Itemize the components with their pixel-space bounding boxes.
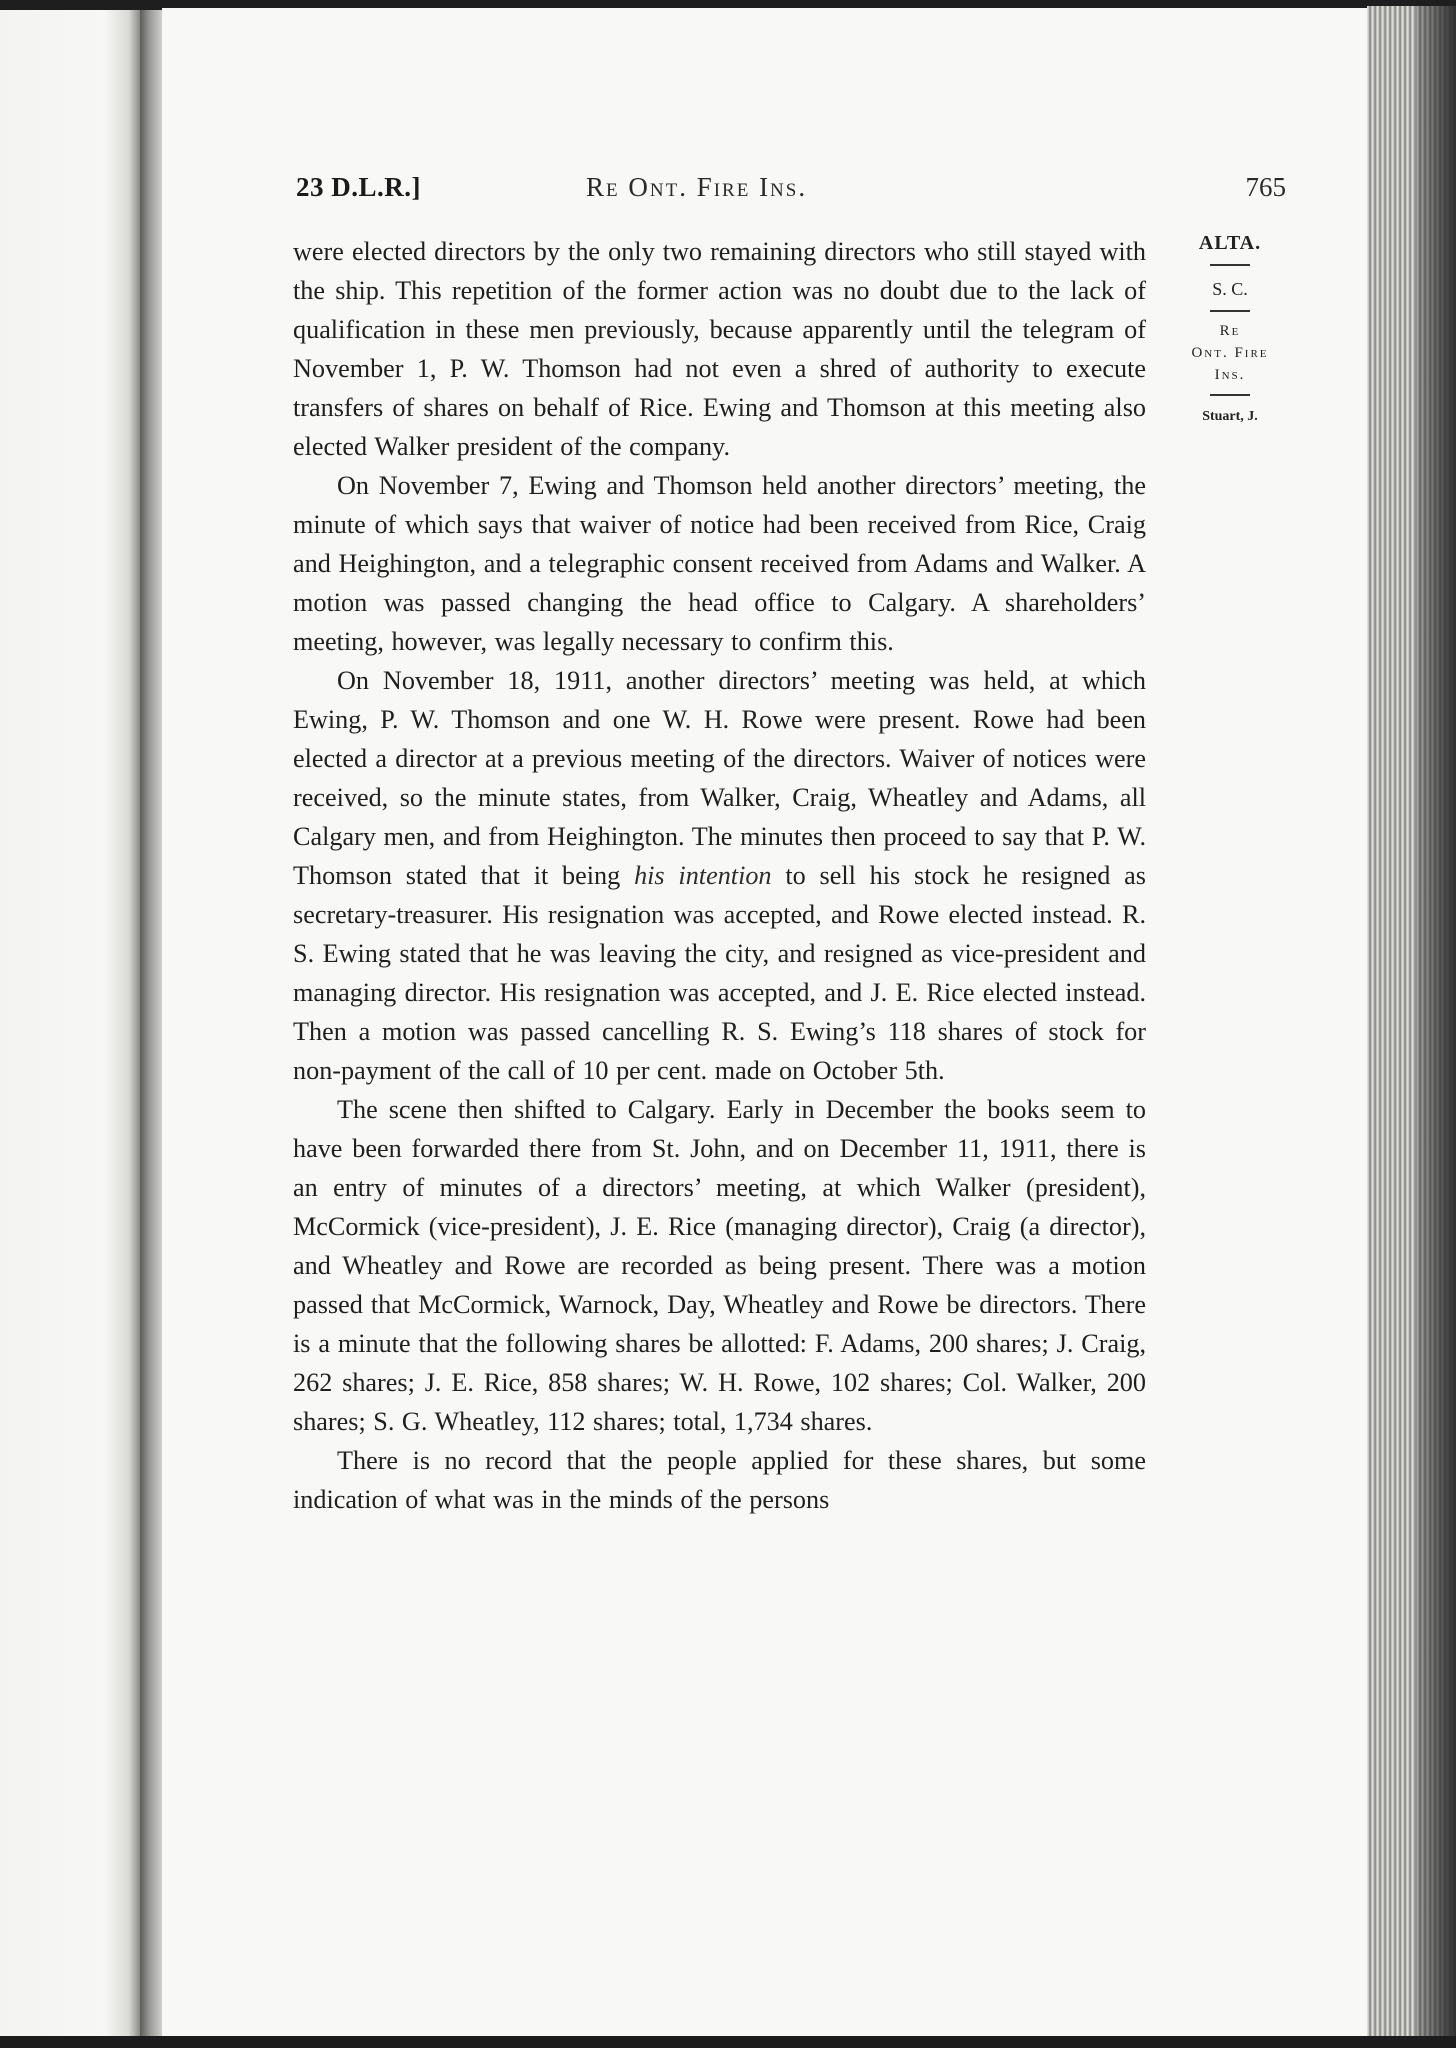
- margin-court: S. C.: [1212, 279, 1248, 299]
- margin-rule: [1210, 394, 1250, 396]
- margin-judge: Stuart, J.: [1202, 409, 1258, 424]
- running-head: [296, 172, 1286, 212]
- margin-rule: [1210, 310, 1250, 312]
- margin-note: [1170, 230, 1290, 430]
- volume-reference: 23 D.L.R.]: [296, 172, 421, 202]
- margin-case-line-2: Ont. Fire: [1191, 345, 1269, 361]
- body-text: [293, 232, 1146, 1519]
- paragraph: On November 7, Ewing and Thomson held another directors’ meeting, the minute of which says that waiver of notice had been received from Rice, Craig and Heighington, and a telegraphic consent received from Adams and Walker. A motion was passed changing the head office to Calgary. A shareholders’ meeting, however, was legally necessary to confirm this.: [293, 471, 1146, 656]
- margin-rule: [1210, 264, 1250, 266]
- margin-province: ALTA.: [1198, 232, 1262, 254]
- paragraph: The scene then shifted to Calgary. Early in December the books seem to have been forwarded there from St. John, and on December 11, 1911, there is an entry of minutes of a directors’ meeting, at which Walker (president), McCormick (vice-president), J. E. Rice (managing director), Craig (a director), and Wheatley and Rowe are recorded as being present. There was a motion passed that McCormick, Warnock, Day, Wheatley and Rowe be directors. There is a minute that the following shares be allotted: F. Adams, 200 shares; J. Craig, 262 shares; J. E. Rice, 858 shares; W. H. Rowe, 102 shares; Col. Walker, 200 shares; S. G. Wheatley, 112 shares; total, 1,734 shares.: [293, 1095, 1146, 1436]
- margin-case-line-1: Re: [1219, 323, 1241, 339]
- margin-case-line-3: Ins.: [1214, 367, 1246, 383]
- facing-page-edge: [0, 10, 140, 2040]
- paragraph-text: to sell his stock he resigned as secretary-treasurer. His resignation was accepted, and Rowe elected instead. R. S. Ewing stated that he was leaving the city, and resigned as vice-president and managing director. His resignation was accepted, and J. E. Rice elected instead. Then a motion was passed cancelling R. S. Ewing’s 118 shares of stock for non-payment of the call of 10 per cent. made on October 5th.: [293, 861, 1146, 1085]
- italic-emphasis: his intention: [634, 861, 772, 890]
- page-number: 765: [1245, 172, 1286, 202]
- paragraph-text: On November 18, 1911, another directors’ meeting was held, at which Ewing, P. W. Thomson and one W. H. Rowe were present. Rowe had been elected a director at a previous meeting of the directors. Waiver of notices were received, so the minute states, from Walker, Craig, Wheatley and Adams, all Calgary men, and from Heighington. The minutes then proceed to say that P. W. Thomson stated that it being: [293, 666, 1146, 890]
- book-gutter: [140, 10, 162, 2040]
- paragraph: [293, 661, 1146, 1090]
- running-title: Re Ont. Fire Ins.: [586, 172, 808, 202]
- page-stack-edges: [1367, 6, 1456, 2042]
- paragraph: There is no record that the people applied for these shares, but some indication of what was in the minds of the persons: [293, 1446, 1146, 1514]
- paragraph-continued: were elected directors by the only two remaining directors who still stayed with the ship. This repetition of the former action was no doubt due to the lack of qualification in these men previously, because apparently until the telegram of November 1, P. W. Thomson had not even a shred of authority to execute transfers of shares on behalf of Rice. Ewing and Thomson at this meeting also elected Walker president of the company.: [293, 237, 1146, 461]
- scan-border: [0, 2036, 1456, 2048]
